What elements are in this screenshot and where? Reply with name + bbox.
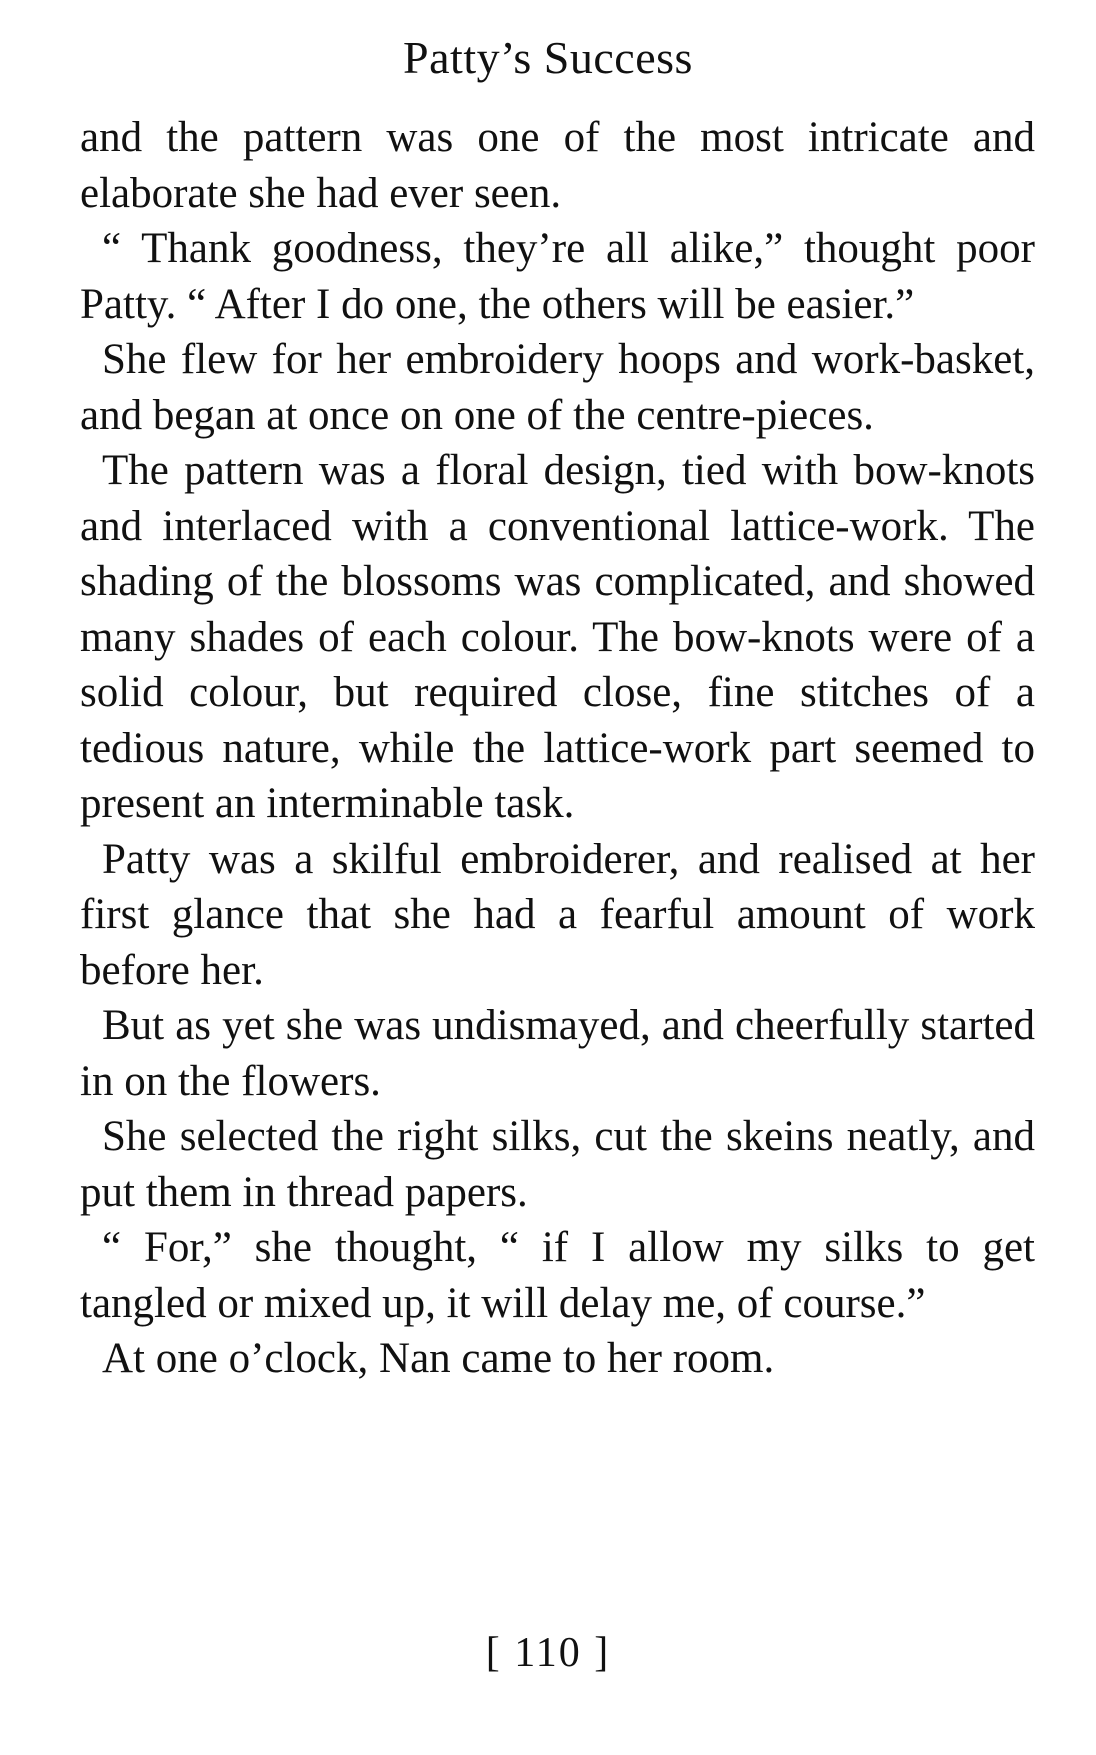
paragraph-continuation: and the pattern was one of the most intricate and elaborate she had ever seen. <box>80 114 1035 217</box>
paragraph: She selected the right silks, cut the skeins neatly, and put them in thread papers. <box>80 1113 1035 1216</box>
page-number: [ 110 ] <box>485 1630 611 1676</box>
paragraph: Patty was a skilful embroiderer, and realised at her first glance that she had a fearful amount of work before her. <box>80 835 1035 994</box>
running-header: Patty’s Success <box>403 32 693 83</box>
paragraph: At one o’clock, Nan came to her room. <box>102 1335 775 1382</box>
paragraph: “ Thank goodness, they’re all alike,” thought poor Patty. “ After I do one, the others will be easier.” <box>80 225 1035 328</box>
paragraph: The pattern was a floral design, tied with bow-knots and interlaced with a conventional lattice-work. The shading of the blossoms was complicated, and showed many shades of each colour. The bow-knots were of a solid colour, but required close, fine stitches of a tedious nature, while the lattice-work part seemed to present an interminable task. <box>80 447 1035 827</box>
paragraph: “ For,” she thought, “ if I allow my silks to get tangled or mixed up, it will delay me, of course.” <box>80 1224 1035 1327</box>
paragraph: But as yet she was undismayed, and cheerfully started in on the flowers. <box>80 1002 1035 1105</box>
body-text <box>80 110 1035 1387</box>
paragraph: She flew for her embroidery hoops and work-basket, and began at once on one of the centre-pieces. <box>80 336 1035 439</box>
